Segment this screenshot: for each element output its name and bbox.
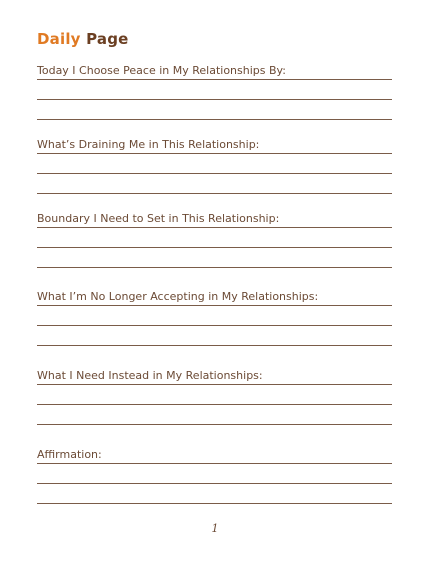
title-word-page: Page <box>86 30 129 48</box>
section-prompt: What’s Draining Me in This Relationship: <box>37 138 260 151</box>
section-draining <box>37 138 392 151</box>
section-boundary <box>37 212 392 225</box>
writing-line[interactable] <box>37 193 392 194</box>
section-peace <box>37 64 392 77</box>
section-need-instead <box>37 369 392 382</box>
title-word-daily: Daily <box>37 30 81 48</box>
writing-line[interactable] <box>37 404 392 405</box>
section-prompt: What I’m No Longer Accepting in My Relationships: <box>37 290 319 303</box>
writing-line[interactable] <box>37 79 392 80</box>
section-prompt: Boundary I Need to Set in This Relationship: <box>37 212 280 225</box>
writing-line[interactable] <box>37 153 392 154</box>
writing-line[interactable] <box>37 325 392 326</box>
writing-line[interactable] <box>37 267 392 268</box>
section-prompt: Affirmation: <box>37 448 102 461</box>
writing-line[interactable] <box>37 99 392 100</box>
section-affirmation <box>37 448 392 461</box>
writing-line[interactable] <box>37 384 392 385</box>
writing-line[interactable] <box>37 247 392 248</box>
section-prompt: What I Need Instead in My Relationships: <box>37 369 263 382</box>
section-no-longer-accepting <box>37 290 392 303</box>
section-prompt: Today I Choose Peace in My Relationships By: <box>37 64 286 77</box>
writing-line[interactable] <box>37 227 392 228</box>
writing-line[interactable] <box>37 119 392 120</box>
writing-line[interactable] <box>37 463 392 464</box>
writing-line[interactable] <box>37 345 392 346</box>
writing-line[interactable] <box>37 483 392 484</box>
writing-line[interactable] <box>37 424 392 425</box>
page-title <box>37 30 129 48</box>
writing-line[interactable] <box>37 305 392 306</box>
writing-line[interactable] <box>37 173 392 174</box>
writing-line[interactable] <box>37 503 392 504</box>
page-number: 1 <box>211 522 219 535</box>
